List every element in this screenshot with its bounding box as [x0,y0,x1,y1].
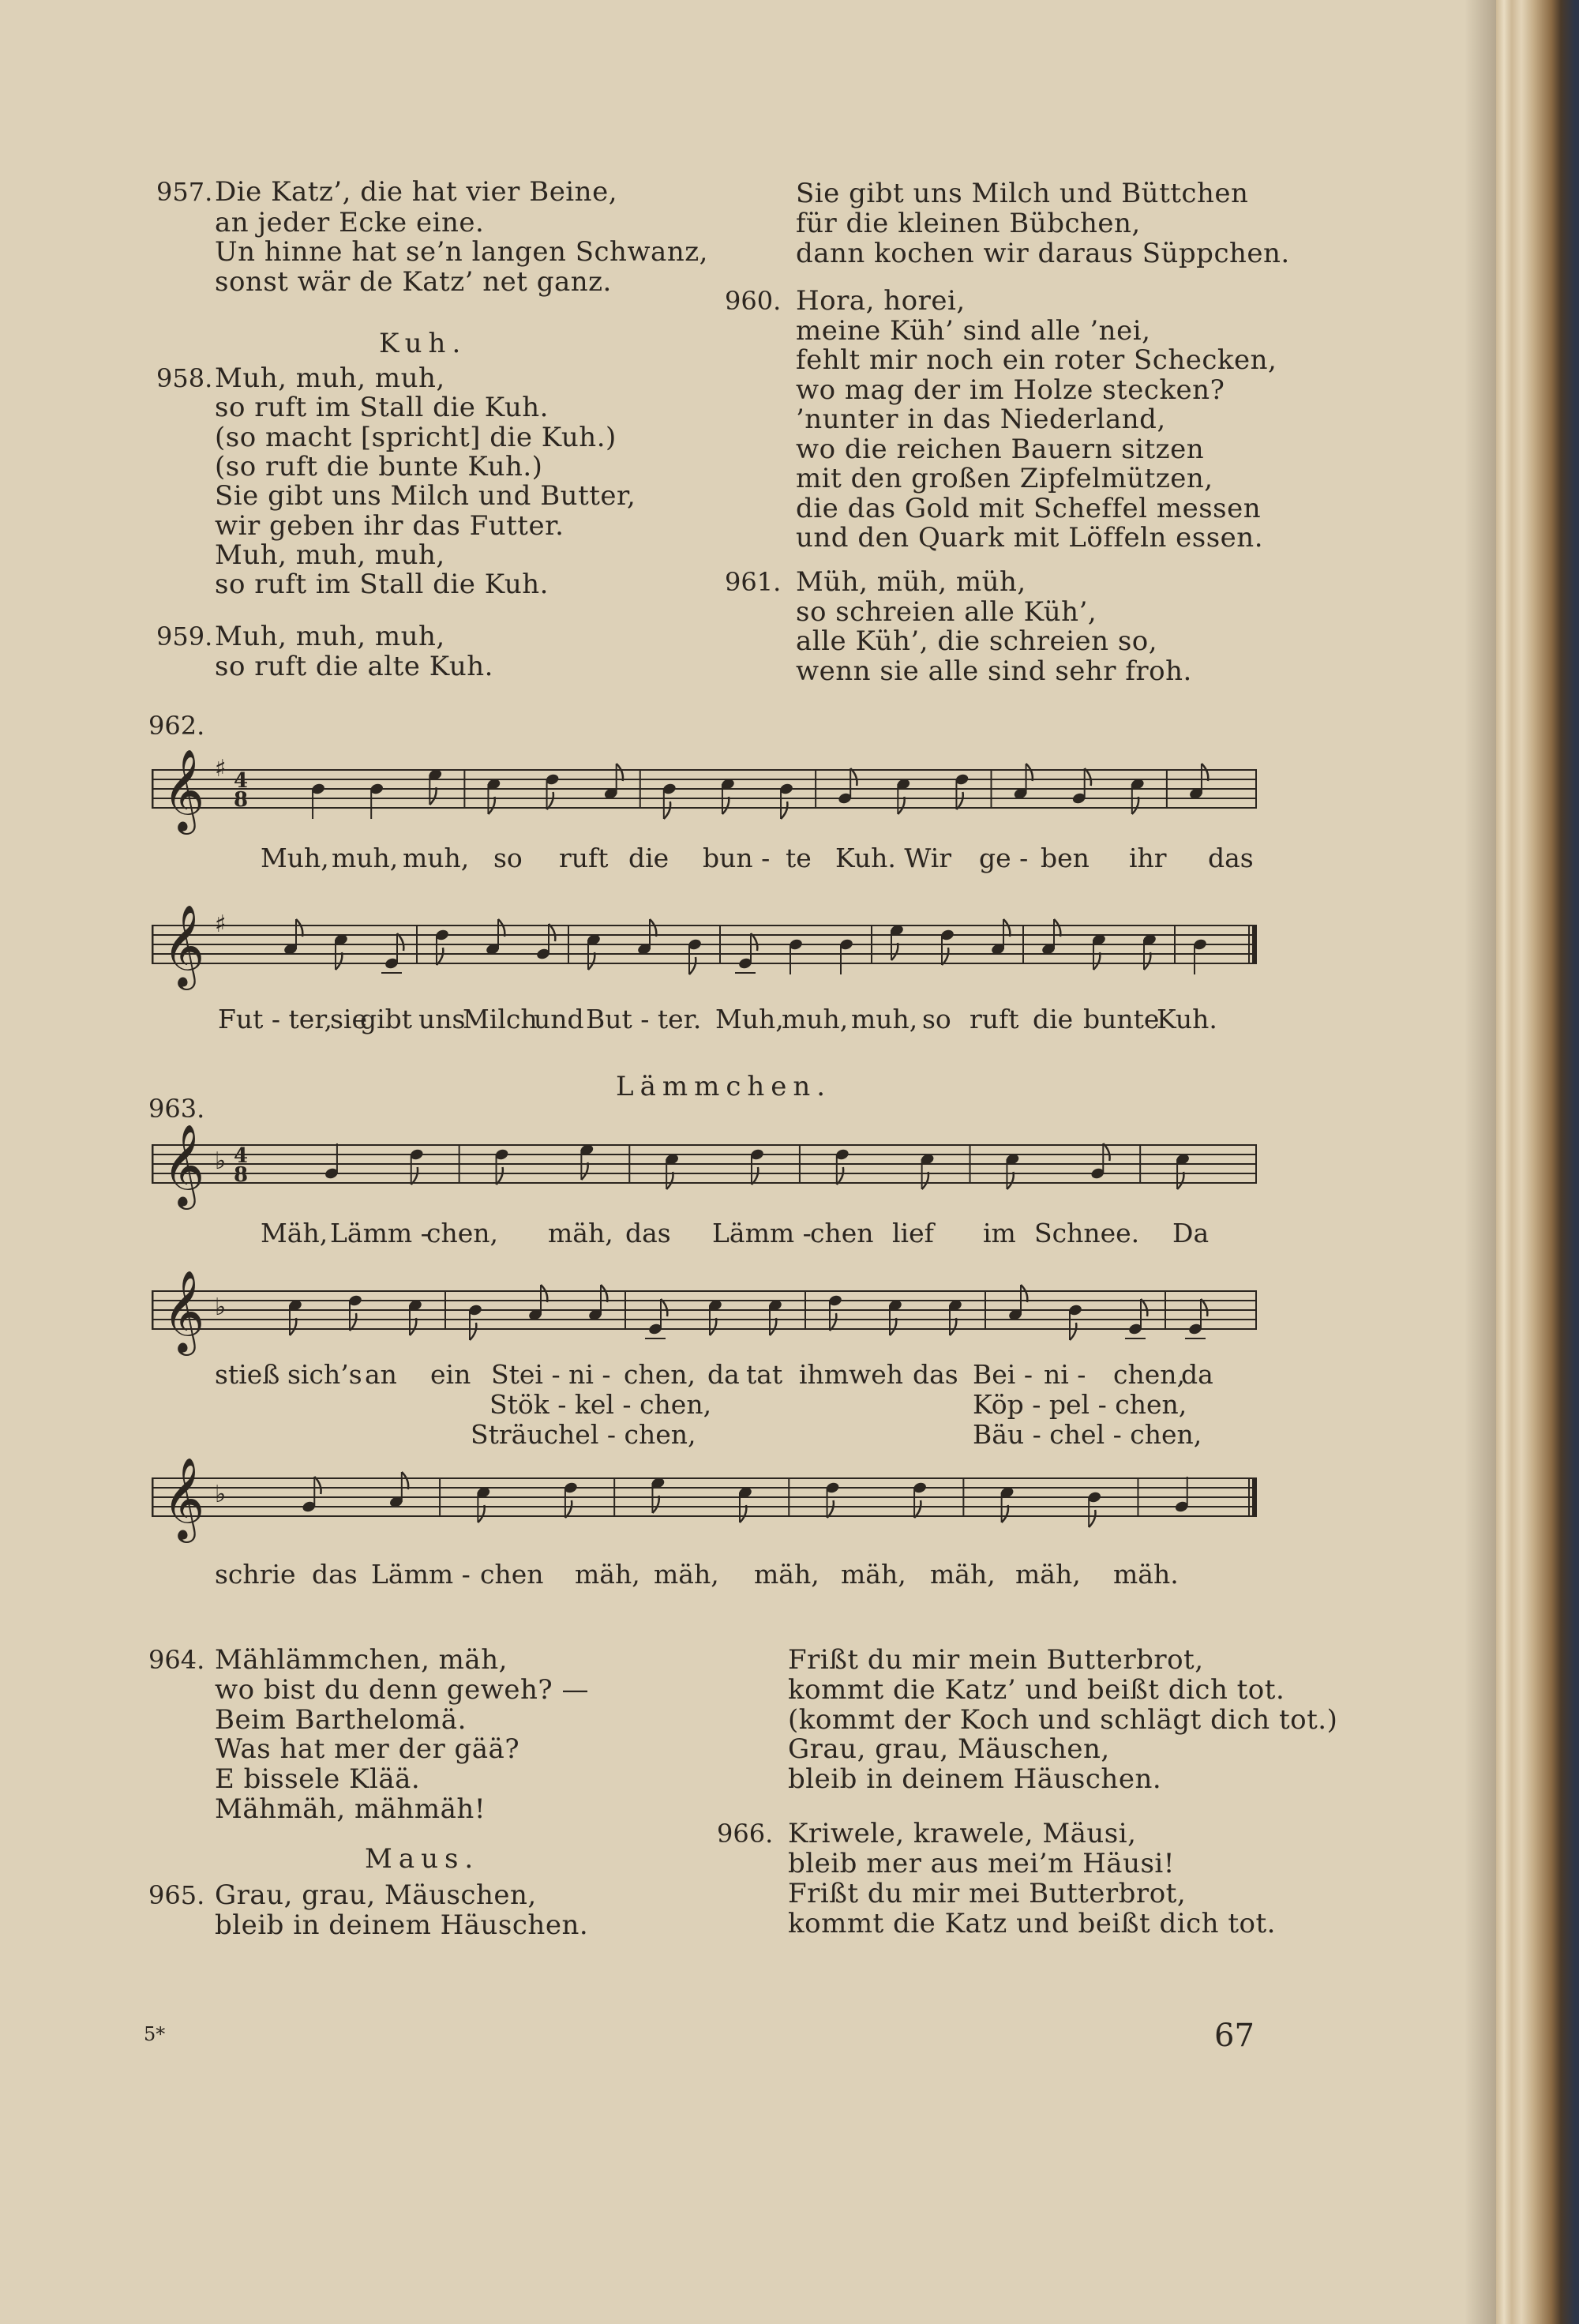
lyric-syllable: ge - [979,843,1029,873]
section-title-kuh: Kuh. [379,328,467,359]
lyric-syllable: te [786,843,812,873]
verse-line: bleib mer aus mei’m Häusi! [788,1848,1175,1879]
lyric-syllable: lief [892,1218,934,1248]
verse-line: wo die reichen Bauern sitzen [796,434,1205,465]
verse-line: mit den großen Zipfelmützen, [796,463,1213,494]
note-flag [891,943,898,960]
verse-line: Mähmäh, mähmäh! [215,1793,486,1825]
note-flag [661,1299,667,1316]
treble-clef-icon: 𝄞 [163,749,205,832]
note-flag [652,1496,658,1513]
note-flag [1089,1510,1095,1527]
treble-clef-icon: 𝄞 [163,1457,205,1540]
stanza-number: 959. [156,621,213,651]
lyric-syllable: das [913,1359,958,1390]
flat-icon: ♭ [215,1147,227,1175]
verse-line: Sie gibt uns Milch und Butter, [215,480,636,512]
lyric-syllable: das [312,1559,358,1590]
treble-clef-icon: 𝄞 [163,1270,205,1353]
note-flag [898,797,904,814]
verse-line: kommt die Katz’ und beißt dich tot. [788,1674,1285,1706]
time-signature-bottom: 8 [234,788,249,812]
lyric-syllable: weh [849,1359,904,1390]
note-flag [1202,764,1208,781]
lyric-syllable: Kuh. Wir [835,843,952,873]
verse-line: Muh, muh, muh, [215,621,445,652]
note-flag [752,1167,758,1185]
note-flag [429,787,436,805]
verse-line: wo mag der im Holze stecken? [796,374,1225,406]
lyric-syllable: ihm [799,1359,850,1390]
verse-line: (so macht [spricht] die Kuh.) [215,422,617,453]
lyric-syllable: gibt [360,1004,413,1034]
note-flag [722,797,729,814]
lyric-syllable: chen, [624,1359,696,1390]
book-edge [1496,0,1579,2324]
note-flag [290,1318,296,1335]
verse-line: Mählämmchen, mäh, [215,1644,508,1676]
note-flag [1085,768,1091,786]
note-flag [1007,1172,1013,1189]
note-flag [470,1323,476,1340]
note-flag [410,1318,416,1335]
note-flag [942,948,948,965]
verse-line: für die kleinen Bübchen, [796,208,1141,239]
stanza-number: 965. [148,1880,205,1910]
verse-line: wir geben ihr das Futter. [215,510,564,542]
lyric-syllable: Milch [463,1004,538,1034]
note-flag [314,1477,321,1494]
note-flag [549,924,555,941]
stanza-number: 966. [717,1819,774,1849]
verse-line: so ruft die alte Kuh. [215,651,493,682]
note-flag [617,764,623,781]
verse-line: wo bist du denn geweh? — [215,1674,589,1706]
note-flag [397,933,403,951]
note-flag [498,919,504,937]
note-flag [890,1318,896,1335]
verse-line: bleib in deinem Häuschen. [215,1909,589,1941]
verse-line: ’nunter in das Niederland, [796,404,1166,435]
lyric-syllable: Lämm - [371,1559,471,1590]
note-flag [827,1500,834,1518]
lyric-syllable: tat [746,1359,783,1390]
note-flag [850,768,857,786]
verse-line: Un hinne hat se’n langen Schwanz, [215,236,708,268]
lyric-syllable: ni - [1044,1359,1086,1390]
note-flag [740,1505,746,1522]
lyric-syllable: Lämm - [712,1218,812,1248]
lyric-syllable: ben [1041,843,1090,873]
music-staff-5 [152,1455,1257,1549]
note-flag [1003,919,1010,937]
lyric-alternative: Sträuchel - chen, [471,1419,696,1450]
time-signature-bottom: 8 [234,1163,249,1187]
song-number-962: 962. [148,711,205,741]
lyric-syllable: chen [480,1559,544,1590]
lyric-syllable: uns [418,1004,466,1034]
note-flag [565,1500,572,1518]
lyric-alternative: Köp - pel - chen, [973,1389,1187,1420]
note-flag [411,1167,418,1185]
lyric-syllable: so [493,843,523,873]
lyric-syllable: Muh, [715,1004,784,1034]
verse-line: Hora, horei, [796,285,966,317]
note-flag [547,792,553,809]
stanza-number: 957. [156,177,213,207]
lyric-syllable: chen, [1113,1359,1186,1390]
verse-line: Die Katz’, die hat vier Beine, [215,176,618,208]
note-flag [1141,1299,1147,1316]
verse-line: so ruft im Stall die Kuh. [215,392,549,423]
note-flag [664,802,670,819]
verse-line: bleib in deinem Häuschen. [788,1763,1162,1795]
note-flag [296,919,302,937]
note-flag [478,1505,484,1522]
lyric-syllable: mäh, [575,1559,640,1590]
verse-line: kommt die Katz und beißt dich tot. [788,1908,1276,1939]
verse-line: E bissele Klää. [215,1763,421,1795]
lyric-syllable: das [1208,843,1254,873]
lyric-syllable: ein [430,1359,471,1390]
lyric-syllable: die [1033,1004,1074,1034]
note-flag [541,1285,547,1302]
lyric-syllable: sie [330,1004,368,1034]
lyric-syllable: ruft [970,1004,1019,1034]
sharp-icon: ♯ [215,910,227,938]
note-flag [1054,919,1060,937]
verse-line: alle Küh’, die schreien so, [796,625,1158,657]
verse-line: Kriwele, krawele, Mäusi, [788,1818,1137,1849]
note-flag [601,1285,607,1302]
lyric-syllable: muh, [403,843,470,873]
lyric-syllable: muh, [332,843,399,873]
verse-line: die das Gold mit Scheffel messen [796,493,1262,524]
note-flag [710,1318,716,1335]
verse-line: Beim Barthelomä. [215,1704,467,1736]
note-flag [488,797,494,814]
stanza-number: 964. [148,1645,205,1675]
verse-line: Muh, muh, muh, [215,539,445,571]
lyric-syllable: But - ter. [586,1004,702,1034]
lyric-syllable: ihr [1129,843,1167,873]
lyric-alternative: Stök - kel - chen, [489,1389,712,1420]
note-flag [1070,1323,1076,1340]
verse-line: an jeder Ecke eine. [215,207,485,238]
time-signature-top: 4 [234,1144,249,1168]
note-flag [650,919,656,937]
lyric-syllable: chen [810,1218,874,1248]
lyric-syllable: bunte [1083,1004,1160,1034]
lyric-syllable: Fut - ter, [218,1004,332,1034]
note-flag [497,1167,503,1185]
flat-icon: ♭ [215,1481,227,1508]
lyric-syllable: Da [1172,1218,1210,1248]
lyric-syllable: an [365,1359,397,1390]
lyric-syllable: Lämm - [330,1218,429,1248]
printer-signature: 5* [144,2023,166,2045]
music-staff-4 [152,1267,1257,1362]
stanza-number: 958. [156,363,213,393]
note-flag [1103,1143,1109,1161]
stanza-number: 961. [725,567,782,597]
note-flag [1026,764,1033,781]
verse-line: dann kochen wir daraus Süppchen. [796,238,1290,269]
note-flag [1021,1285,1027,1302]
flat-icon: ♭ [215,1293,227,1321]
verse-line: meine Küh’ sind alle ’nei, [796,315,1151,347]
verse-line: fehlt mir noch ein roter Schecken, [796,344,1277,376]
lyric-syllable: mäh, [841,1559,906,1590]
lyric-syllable: mäh, [1015,1559,1081,1590]
lyric-syllable: sich’s [287,1359,362,1390]
note-flag [956,792,962,809]
time-signature-top: 4 [234,769,249,793]
verse-line: und den Quark mit Löffeln essen. [796,522,1264,554]
note-flag [1144,952,1150,970]
note-flag [751,933,757,951]
sharp-icon: ♯ [215,755,227,783]
lyric-syllable: Stei - ni - [491,1359,611,1390]
note-flag [588,952,594,970]
note-flag [350,1313,356,1331]
verse-line: wenn sie alle sind sehr froh. [796,655,1192,687]
treble-clef-icon: 𝄞 [163,904,205,987]
verse-line: so schreien alle Küh’, [796,596,1097,628]
lyric-syllable: Muh, [261,843,329,873]
note-flag [1132,797,1138,814]
lyric-syllable: mäh, [654,1559,719,1590]
lyric-syllable: da [1181,1359,1213,1390]
note-flag [336,952,342,970]
lyric-syllable: mäh, [548,1218,613,1248]
lyric-syllable: mäh, [754,1559,820,1590]
music-staff-1 [152,746,1257,841]
note-flag [1002,1505,1008,1522]
lyric-syllable: ruft [559,843,609,873]
note-flag [1201,1299,1207,1316]
lyric-alternative: Bäu - chel - chen, [973,1419,1202,1450]
lyric-syllable: mäh. [1113,1559,1179,1590]
verse-line: sonst wär de Katz’ net ganz. [215,266,612,298]
note-flag [581,1162,587,1180]
lyric-syllable: stieß [215,1359,280,1390]
lyric-syllable: schrie [215,1559,296,1590]
lyric-syllable: bun - [703,843,771,873]
note-flag [950,1318,956,1335]
section-title-maus: Maus. [365,1843,480,1875]
verse-line: Grau, grau, Mäuschen, [215,1879,537,1911]
note-flag [689,957,696,974]
verse-line: Grau, grau, Mäuschen, [788,1733,1110,1765]
music-staff-2 [152,902,1257,997]
page-number: 67 [1214,2018,1255,2054]
note-flag [781,802,787,819]
lyric-syllable: und [534,1004,584,1034]
verse-line: Frißt du mir mein Butterbrot, [788,1644,1204,1676]
lyric-syllable: Bei - [973,1359,1033,1390]
verse-line: (so ruft die bunte Kuh.) [215,451,543,482]
note-flag [437,948,443,965]
note-flag [922,1172,928,1189]
note-flag [830,1313,836,1331]
lyric-syllable: das [625,1218,671,1248]
lyric-syllable: die [628,843,669,873]
song-number-963: 963. [148,1094,205,1124]
lyric-syllable: Schnee. [1034,1218,1140,1248]
note-flag [770,1318,776,1335]
verse-line: (kommt der Koch und schlägt dich tot.) [788,1704,1338,1736]
verse-line: Was hat mer der gää? [215,1733,520,1765]
lyric-syllable: im [983,1218,1016,1248]
verse-line: Frißt du mir mei Butterbrot, [788,1878,1187,1909]
treble-clef-icon: 𝄞 [163,1124,205,1207]
note-flag [402,1472,408,1489]
note-flag [666,1172,673,1189]
lyric-syllable: Mäh, [261,1218,328,1248]
verse-line: Muh, muh, muh, [215,362,445,394]
section-title-laemmchen: Lämmchen. [616,1071,832,1102]
verse-line: Müh, müh, müh, [796,566,1026,598]
verse-line: so ruft im Stall die Kuh. [215,569,549,600]
verse-line: Sie gibt uns Milch und Büttchen [796,178,1249,209]
note-flag [1093,952,1100,970]
lyric-syllable: so [922,1004,951,1034]
lyric-syllable: da [707,1359,740,1390]
stanza-number: 960. [725,286,782,316]
music-staff-3 [152,1121,1257,1216]
note-flag [837,1167,843,1185]
note-flag [914,1500,921,1518]
lyric-syllable: muh, [782,1004,849,1034]
lyric-syllable: muh, [851,1004,918,1034]
lyric-syllable: mäh, [930,1559,996,1590]
lyric-syllable: chen, [426,1218,499,1248]
note-flag [1177,1172,1183,1189]
lyric-syllable: Kuh. [1157,1004,1217,1034]
